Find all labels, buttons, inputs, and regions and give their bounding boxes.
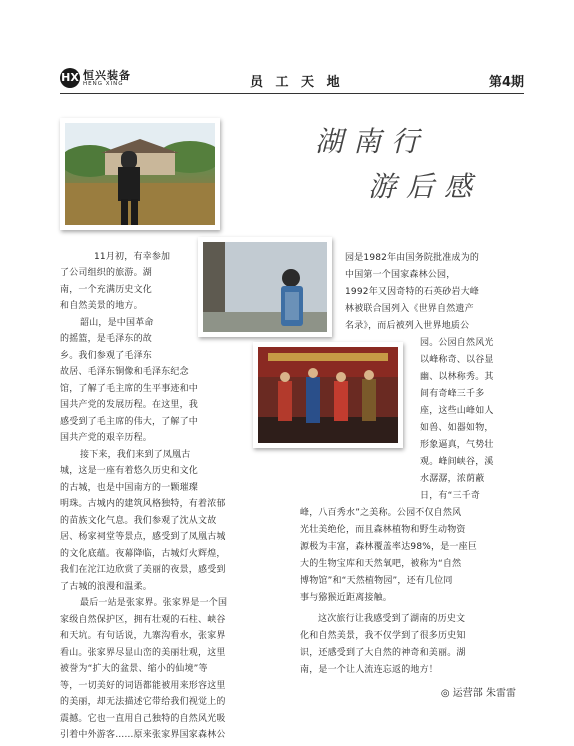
exhibit-photo-image <box>258 347 398 443</box>
photo-exhibit <box>253 342 403 448</box>
left-line: 的摇篮，是毛泽东的故 <box>60 334 153 345</box>
left-line: 的美丽，却无法描述它带给我们视觉上的 <box>60 697 226 708</box>
village-photo-image <box>65 123 215 225</box>
left-line: 明珠。古城内的建筑风格独特，有着浓郁 <box>60 499 226 510</box>
right-line: 幽、以林称秀。其 <box>420 372 494 382</box>
right-line: 识，还感受到了大自然的神奇和美丽。湖 <box>300 648 466 658</box>
right-line: 如兽、如器如物， <box>420 423 494 433</box>
right-line: 林被联合国列入《世界自然遗产 <box>345 304 474 314</box>
left-line: 家级自然保护区，拥有壮观的石柱、峡谷 <box>60 614 226 625</box>
left-line: 了公司组织的旅游。湖 <box>60 268 153 279</box>
photo-mountain <box>198 237 332 337</box>
left-line: 震撼。它也一直用自己独特的自然风光吸 <box>60 713 226 724</box>
right-line: 博物馆”和“天然植物园”，还有几位同 <box>300 576 453 586</box>
left-line: 接下来，我们来到了凤凰古 <box>80 449 191 460</box>
left-line: 乡。我们参观了毛泽东 <box>60 350 153 361</box>
left-line: 和天坑。有句话说，九寨沟看水，张家界 <box>60 631 226 642</box>
left-line: 的古城，也是中国南方的一颗璀璨 <box>60 482 199 493</box>
right-line: 化和自然美景，我不仅学到了很多历史知 <box>300 631 466 641</box>
left-line: 了古城的浪漫和温柔。 <box>60 581 153 592</box>
header-divider <box>60 93 524 94</box>
article-title-line1: 湖南行 <box>315 125 430 158</box>
left-line: 的文化底蕴。夜幕降临，古城灯火辉煌， <box>60 548 226 559</box>
right-line: 源极为丰富，森林覆盖率达98%，是一座巨 <box>300 542 478 552</box>
logo-name-cn: 恒兴装备 <box>83 69 131 82</box>
left-line: 我们在沱江边欣赏了美丽的夜景，感受到 <box>60 565 226 576</box>
left-line: 看山。张家界尽显山峦的美丽壮观，这里 <box>60 647 226 658</box>
logo-icon: HX <box>60 68 80 88</box>
left-line: 居、杨家祠堂等景点，感受到了凤凰古城 <box>60 532 226 543</box>
right-line: 观。峰间峡谷，溪 <box>420 457 494 467</box>
right-line: 南，是一个让人流连忘返的地方！ <box>300 665 439 675</box>
right-line: 光壮美绝伦，而且森林植物和野生动物资 <box>300 525 466 535</box>
left-line: 感受到了毛主席的伟大，了解了中 <box>60 416 199 427</box>
right-line: 形象逼真，气势壮 <box>420 440 494 450</box>
left-line: 国共产党的艰辛历程。 <box>60 433 153 444</box>
right-line: 中国第一个国家森林公园， <box>345 270 456 280</box>
left-line: 的苗族文化气息。我们参观了沈从文故 <box>60 515 217 526</box>
right-line: 园是1982年由国务院批准成为的 <box>345 253 480 263</box>
right-line: 以峰称奇、以谷显 <box>420 355 494 365</box>
mountain-photo-image <box>203 242 327 332</box>
left-line: 11月初，有幸参加 <box>94 252 171 262</box>
left-line: 国共产党的发展历程。在这里，我 <box>60 400 199 411</box>
left-line: 等，一切美好的词语都能被用来形容这里 <box>60 680 226 691</box>
issue-number: 第4期 <box>488 75 524 90</box>
article-title-line2: 游后感 <box>368 170 483 203</box>
page-header <box>60 66 524 92</box>
left-line: 最后一站是张家界。张家界是一个国 <box>80 598 228 609</box>
right-line: 名录》，而后被列入世界地质公 <box>345 321 470 331</box>
logo-name-en: HENG XING <box>83 81 124 87</box>
left-line: 引着中外游客……原来张家界国家森林公 <box>60 730 226 740</box>
left-line: 被誉为“扩大的盆景、缩小的仙境”等 <box>60 664 208 675</box>
right-line: 事与猕猴近距离接触。 <box>300 593 393 603</box>
company-logo <box>60 66 130 92</box>
left-line: 故居、毛泽东铜像和毛泽东纪念 <box>60 367 189 378</box>
section-title: 员 工 天 地 <box>250 75 344 90</box>
right-line: 水潺潺，浓荫蔽 <box>420 474 485 484</box>
left-line: 和自然美景的地方。 <box>60 301 143 312</box>
right-line: 间有奇峰三千多 <box>420 389 485 399</box>
right-line: 日，有“三千奇 <box>420 491 481 501</box>
right-line: 1992年又因奇特的石英砂岩大峰 <box>345 287 480 297</box>
right-line: 峰，八百秀水”之美称。公园不仅自然风 <box>300 508 462 518</box>
right-line: 这次旅行让我感受到了湖南的历史文 <box>318 614 466 624</box>
author-credit: ◎ 运营部 朱雷雷 <box>440 688 516 699</box>
left-line: 南，一个充满历史文化 <box>60 284 153 295</box>
left-line: 城，这是一座有着悠久历史和文化 <box>60 466 199 477</box>
left-line: 馆，了解了毛主席的生平事迹和中 <box>60 383 199 394</box>
photo-village <box>60 118 220 230</box>
right-line: 座，这些山峰如人 <box>420 406 494 416</box>
right-line: 园。公园自然风光 <box>420 338 494 348</box>
right-line: 大的生物宝库和天然氧吧，被称为“自然 <box>300 559 462 569</box>
left-line: 韶山，是中国革命 <box>80 317 154 328</box>
